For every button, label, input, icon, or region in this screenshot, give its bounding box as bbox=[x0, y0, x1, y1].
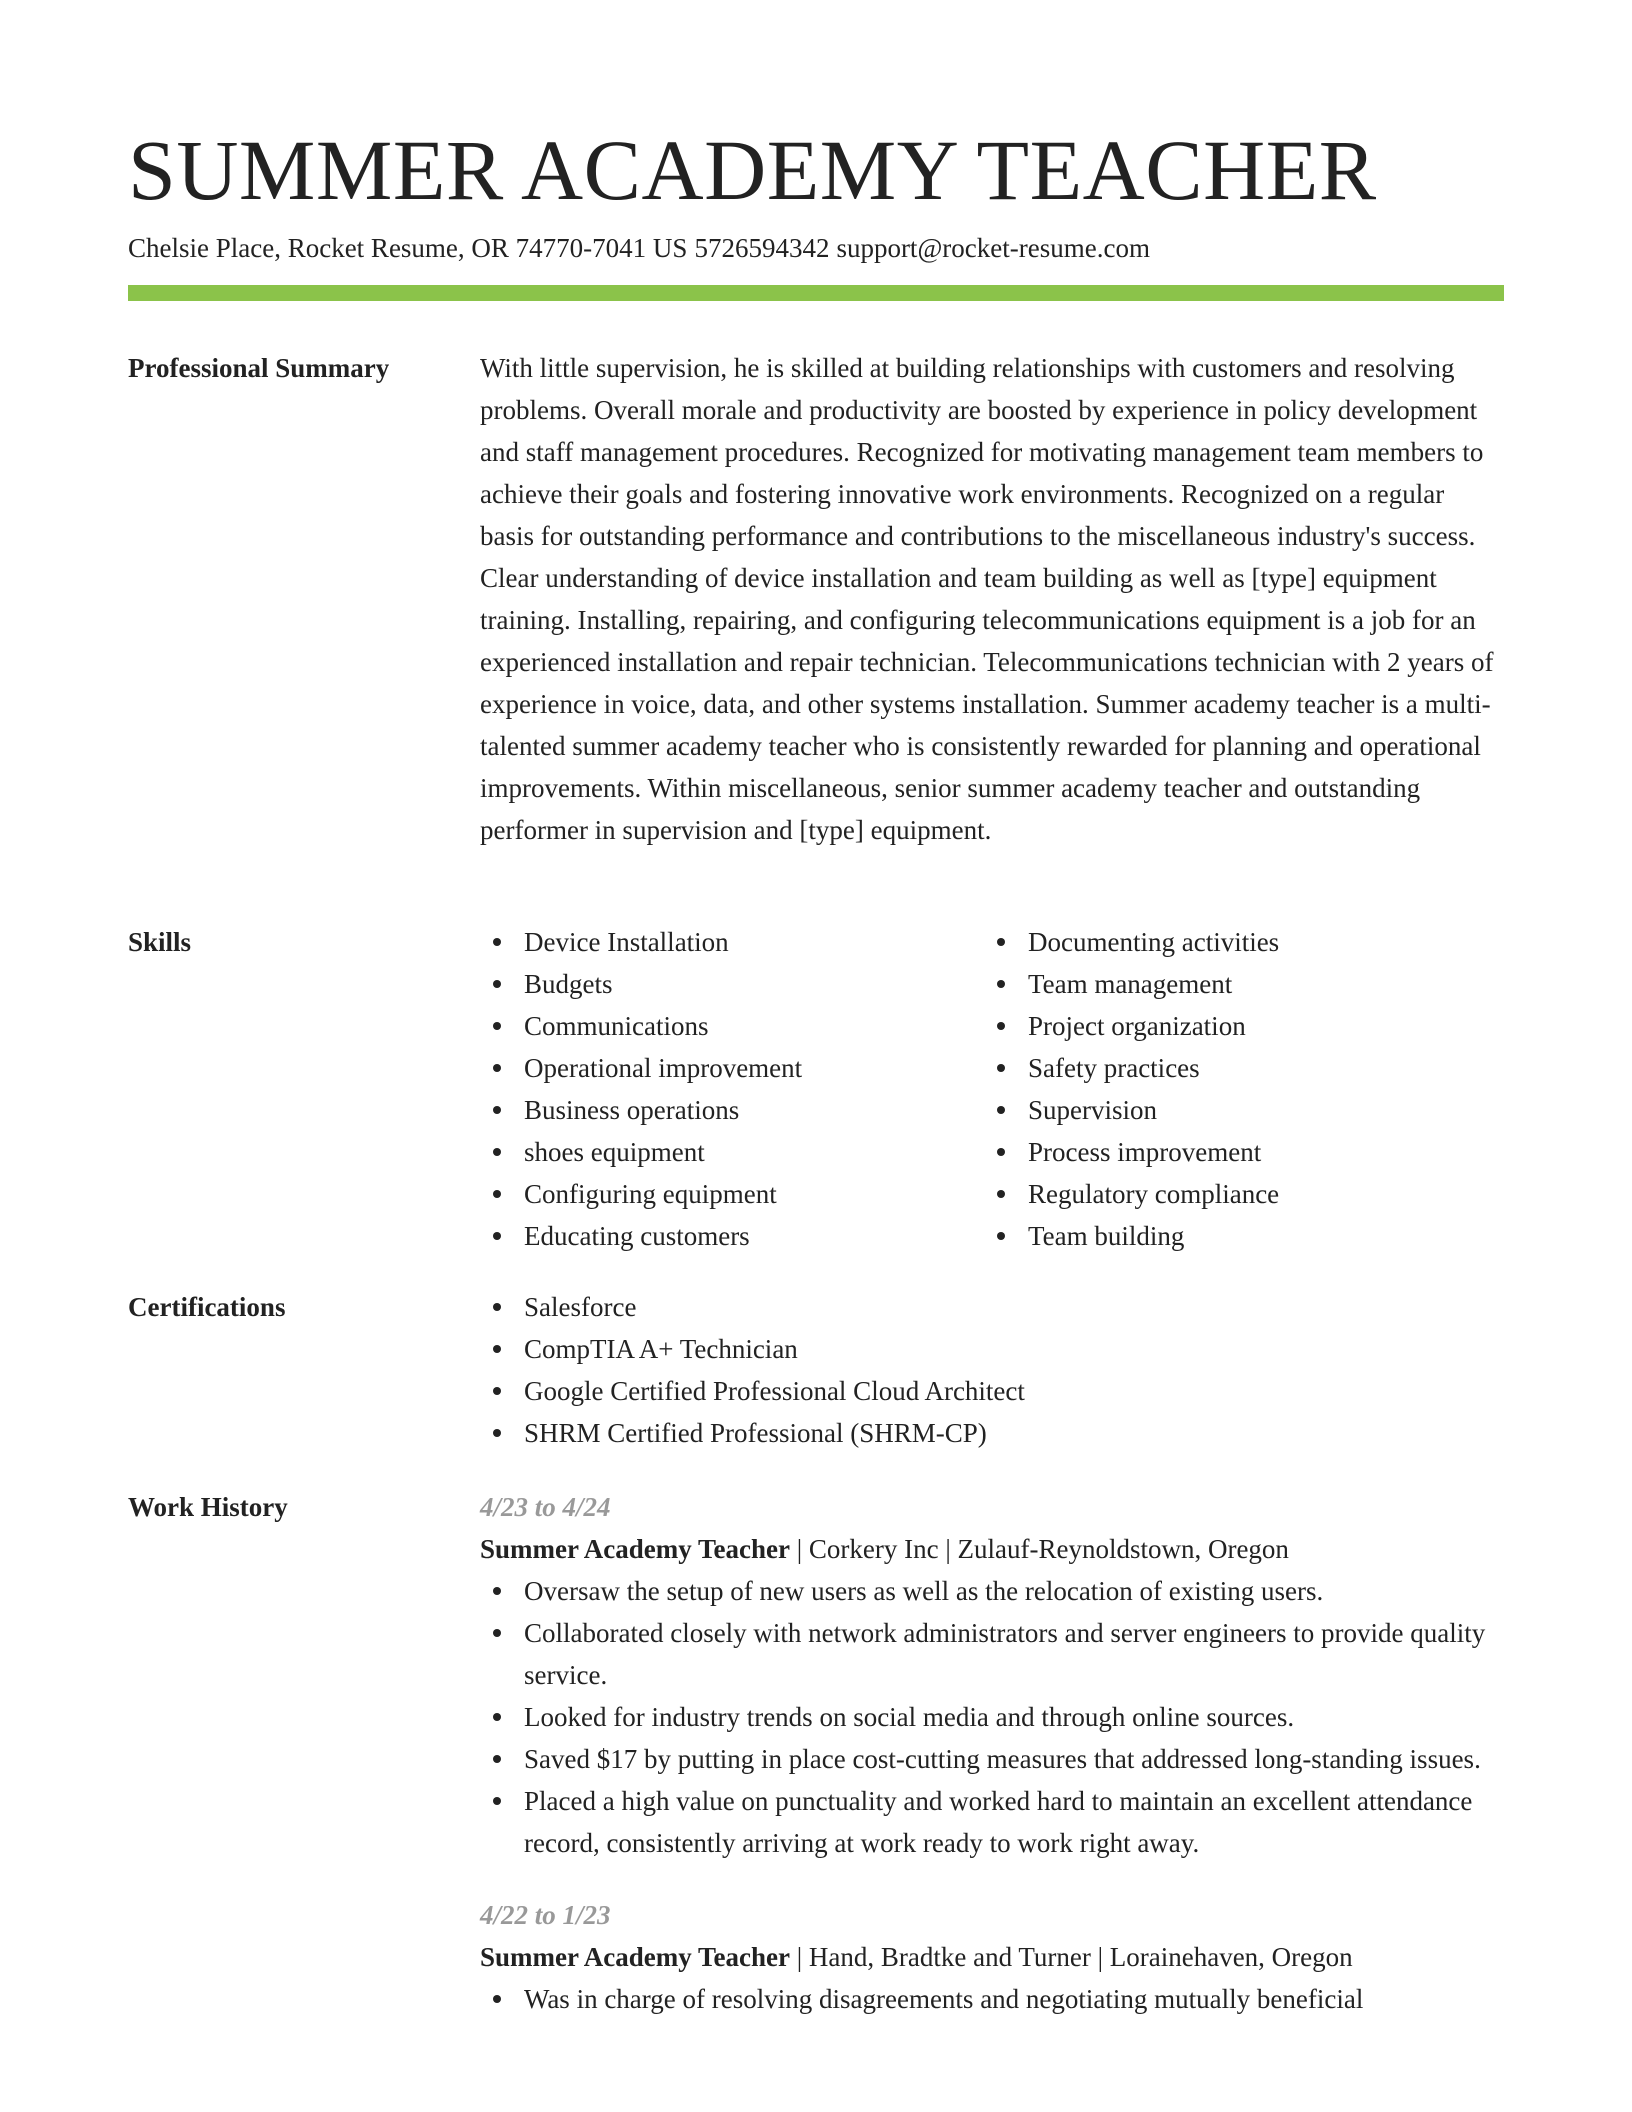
certifications-body bbox=[480, 1286, 1504, 1454]
certification-item: Salesforce bbox=[480, 1286, 1504, 1328]
skill-item: Process improvement bbox=[984, 1131, 1488, 1173]
job-bullet: Oversaw the setup of new users as well as the relocation of existing users. bbox=[480, 1570, 1504, 1612]
job-dates: 4/23 to 4/24 bbox=[480, 1492, 611, 1522]
skill-item: Supervision bbox=[984, 1089, 1488, 1131]
certifications-heading: Certifications bbox=[128, 1292, 286, 1322]
job-title-line bbox=[480, 1936, 1504, 1978]
skill-item: Regulatory compliance bbox=[984, 1173, 1488, 1215]
skill-item: Business operations bbox=[480, 1089, 984, 1131]
skill-item: Team management bbox=[984, 963, 1488, 1005]
job-title-line bbox=[480, 1528, 1504, 1570]
skill-item: Operational improvement bbox=[480, 1047, 984, 1089]
job-details: | Hand, Bradtke and Turner | Lorainehaven, Oregon bbox=[789, 1942, 1353, 1972]
skill-item: Educating customers bbox=[480, 1215, 984, 1257]
skill-item: Configuring equipment bbox=[480, 1173, 984, 1215]
skill-item: Project organization bbox=[984, 1005, 1488, 1047]
work-history-body bbox=[480, 1486, 1504, 2020]
certifications-list bbox=[480, 1286, 1504, 1454]
summary-body bbox=[480, 347, 1504, 851]
contact-address: Chelsie Place, Rocket Resume, OR 74770-7041 US bbox=[128, 233, 688, 263]
certification-item: SHRM Certified Professional (SHRM-CP) bbox=[480, 1412, 1504, 1454]
certification-item: CompTIA A+ Technician bbox=[480, 1328, 1504, 1370]
contact-email: support@rocket-resume.com bbox=[836, 233, 1150, 263]
skills-list-left bbox=[480, 921, 984, 1257]
skills-body bbox=[480, 921, 1504, 1257]
skill-item: Team building bbox=[984, 1215, 1488, 1257]
certification-item: Google Certified Professional Cloud Architect bbox=[480, 1370, 1504, 1412]
skill-item: shoes equipment bbox=[480, 1131, 984, 1173]
work-history-heading: Work History bbox=[128, 1492, 288, 1522]
contact-phone: 5726594342 bbox=[694, 233, 830, 263]
skill-item: Communications bbox=[480, 1005, 984, 1047]
skills-list-right bbox=[984, 921, 1488, 1257]
summary-text: With little supervision, he is skilled at building relationships with customers and resolving problems. Overall morale and productivity are boosted by experience in policy development and staff management procedures. Recognized for motivating management team members to achieve their goals and fostering innovative work environments. Recognized on a regular basis for outstanding performance and contributions to the miscellaneous industry's success. Clear understanding of device installation and team building as well as [type] equipment training. Installing, repairing, and configuring telecommunications equipment is a job for an experienced installation and repair technician. Telecommunications technician with 2 years of experience in voice, data, and other systems installation. Summer academy teacher is a multi-talented summer academy teacher who is consistently rewarded for planning and operational improvements. Within miscellaneous, senior summer academy teacher and outstanding performer in supervision and [type] equipment. bbox=[480, 353, 1494, 845]
resume-name: SUMMER ACADEMY TEACHER bbox=[128, 122, 1377, 218]
header-divider bbox=[128, 285, 1504, 301]
skill-item: Documenting activities bbox=[984, 921, 1488, 963]
job-details: | Corkery Inc | Zulauf-Reynoldstown, Oregon bbox=[789, 1534, 1289, 1564]
job-dates: 4/22 to 1/23 bbox=[480, 1900, 611, 1930]
skills-heading: Skills bbox=[128, 927, 192, 957]
skills-grid bbox=[480, 921, 1504, 1257]
job-bullet: Looked for industry trends on social media and through online sources. bbox=[480, 1696, 1504, 1738]
job-title: Summer Academy Teacher bbox=[480, 1942, 790, 1972]
job-bullet: Was in charge of resolving disagreements and negotiating mutually beneficial bbox=[480, 1978, 1504, 2020]
job-bullet: Placed a high value on punctuality and worked hard to maintain an excellent attendance record, consistently arriving at work ready to work right away. bbox=[480, 1780, 1504, 1864]
job-entry bbox=[480, 1486, 1504, 1864]
job-bullets bbox=[480, 1978, 1504, 2020]
summary-heading: Professional Summary bbox=[128, 353, 390, 383]
skill-item: Safety practices bbox=[984, 1047, 1488, 1089]
job-bullet: Saved $17 by putting in place cost-cutting measures that addressed long-standing issues. bbox=[480, 1738, 1504, 1780]
skill-item: Device Installation bbox=[480, 921, 984, 963]
job-bullets bbox=[480, 1570, 1504, 1864]
skill-item: Budgets bbox=[480, 963, 984, 1005]
job-bullet: Collaborated closely with network administrators and server engineers to provide quality service. bbox=[480, 1612, 1504, 1696]
contact-line bbox=[128, 230, 1150, 266]
job-title: Summer Academy Teacher bbox=[480, 1534, 790, 1564]
job-entry bbox=[480, 1894, 1504, 2020]
